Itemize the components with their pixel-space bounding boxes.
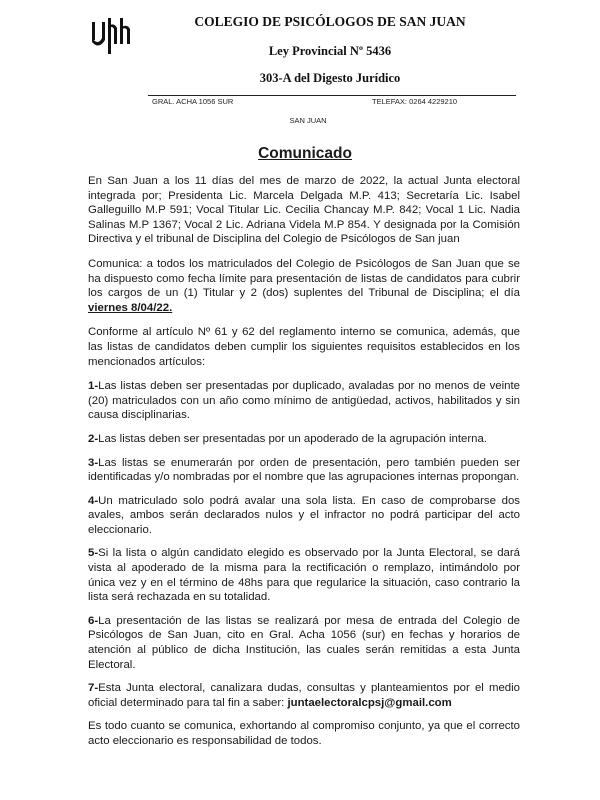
requirement-item — [88, 546, 520, 604]
comunica-text: Comunica: a todos los matriculados del Colegio de Psicólogos de San Juan que se ha dispuesto como fecha límite para presentación de listas de candidatos para cubrir los cargos de un (1) Titular y 2 (dos) suplentes del Tribunal de Disciplina; el día — [88, 257, 520, 300]
requirement-item — [88, 614, 520, 672]
requirement-number: 4- — [88, 494, 99, 507]
conforme-paragraph: Conforme al artículo Nº 61 y 62 del reglamento interno se comunica, además, que las listas de candidatos deben cumplir los siguientes requisitos establecidos en los mencionados artículos: — [88, 326, 520, 368]
requirement-text: Las listas se enumerarán por orden de presentación, pero también pueden ser identificadas y/o nombradas por el nombre que las agrupaciones internas propongan. — [88, 456, 520, 484]
closing-paragraph: Es todo cuanto se comunica, exhortando al compromiso conjunto, ya que el correcto acto eleccionario es responsabilidad de todos. — [88, 720, 520, 747]
telefax: TELEFAX: 0264 4229210 — [372, 97, 458, 106]
requirement-text: La presentación de las listas se realizará por mesa de entrada del Colegio de Psicólogos de San Juan, cito en Gral. Acha 1056 (sur) en fechas y horarios de atención al público de dicha Institución, las cuales serán remitidas a esta Junta Electoral. — [88, 614, 520, 671]
requirement-text: Las listas deben ser presentadas por duplicado, avaladas por no menos de veinte (20) matriculados con un año como mínimo de antigüedad, activos, habilitados y sin causa disciplinarias. — [88, 380, 520, 422]
deadline-date: viernes 8/04/22. — [88, 301, 173, 314]
requirement-item — [88, 379, 520, 423]
document-title: Comunicado — [258, 145, 352, 162]
requirement-number: 2- — [88, 432, 99, 445]
requirement-number: 5- — [88, 547, 99, 560]
requirement-item — [88, 456, 520, 485]
comunica-paragraph — [88, 257, 520, 315]
requirement-number: 1- — [88, 380, 99, 393]
law-reference: Ley Provincial Nº 5436 — [268, 44, 392, 58]
digest-reference: 303-A del Digesto Jurídico — [259, 71, 401, 85]
requirement-text: Un matriculado solo podrá avalar una sola lista. En caso de comprobarse dos avales, ambos serán declarados nulos y el infractor no podrá participar del acto eleccionario. — [88, 494, 520, 536]
requirement-number: 3- — [88, 456, 99, 469]
requirement-item — [88, 494, 520, 538]
document-body — [88, 174, 520, 759]
requirement-number: 6- — [88, 614, 99, 627]
header-divider — [148, 95, 516, 96]
institution-name: COLEGIO DE PSICÓLOGOS DE SAN JUAN — [194, 14, 466, 29]
requirement-item — [88, 681, 520, 710]
requirement-text: Las listas deben ser presentadas por un apoderado de la agrupación interna. — [98, 432, 487, 445]
address: GRAL. ACHA 1056 SUR — [152, 97, 234, 106]
requirement-text: Esta Junta electoral, canalizara dudas, consultas y planteamientos por el medio oficial determinado para tal fin a saber: — [88, 682, 520, 709]
city: SAN JUAN — [289, 116, 327, 125]
requirement-text: Si la lista o algún candidato elegido es observado por la Junta Electoral, se dará vista al apoderado de la misma para la rectificación o remplazo, intimándolo por única vez y en el término de 48hs para que regularice la situación, caso contrario la lista será rechazada en su totalidad. — [88, 547, 520, 604]
requirement-item — [88, 432, 520, 447]
requirement-number: 7- — [88, 682, 99, 695]
contact-email[interactable]: juntaelectoralcpsj@gmail.com — [287, 696, 452, 709]
intro-paragraph: En San Juan a los 11 días del mes de marzo de 2022, la actual Junta electoral integrada por; Presidenta Lic. Marcela Delgada M.P. 413; Secretaría Lic. Isabel Galleguillo M.P 591; Vocal Titular Lic. Cecilia Chancay M.P. 842; Vocal 1 Lic. Nadia Salinas M.P 1367; Vocal 2 Lic. Adriana Videla M.P 854. Y designada por la Comisión Directiva y el tribunal de Disciplina del Colegio de Psicólogos de San juan — [88, 175, 520, 246]
